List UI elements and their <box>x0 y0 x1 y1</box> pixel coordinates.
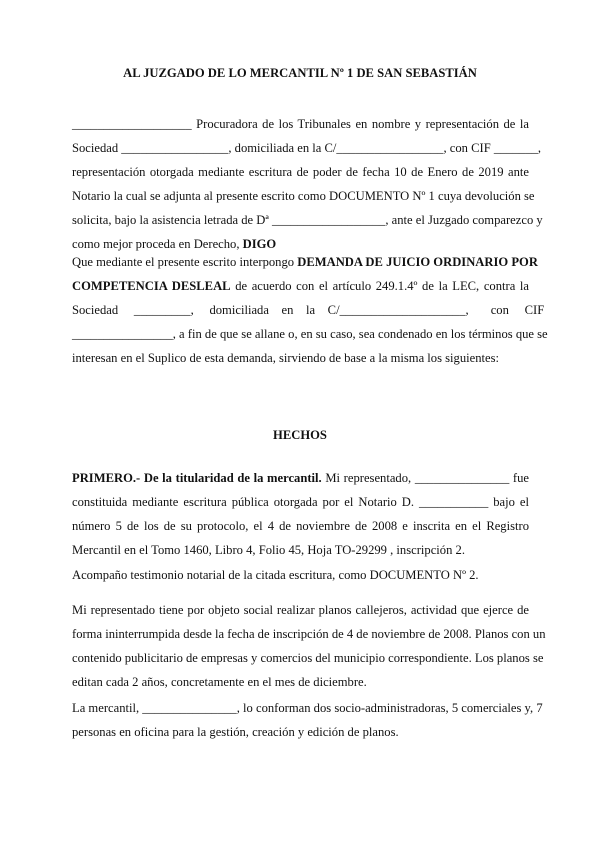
paragraph-objeto-social <box>72 598 546 694</box>
text-line <box>72 538 529 562</box>
bold-text: DEMANDA DE JUICIO ORDINARIO POR <box>297 255 538 269</box>
text-line <box>72 696 543 720</box>
text-line <box>72 622 546 646</box>
text-segment: representación otorgada mediante escritura de poder de fecha 10 de Enero de 2019 ante <box>72 165 529 179</box>
text-line <box>72 274 529 298</box>
text-line <box>72 720 529 744</box>
text-segment: Mercantil en el Tomo 1460, Libro 4, Folio 45, Hoja TO-29299 , inscripción 2. <box>72 543 465 557</box>
text-segment: Mi representado tiene por objeto social realizar planos callejeros, actividad que ejerce de <box>72 603 529 617</box>
text-line <box>72 598 529 622</box>
paragraph-acompano <box>72 563 529 587</box>
text-line <box>72 346 529 370</box>
text-line <box>72 646 544 670</box>
text-segment: Sociedad _________, domiciliada en la C/____________________, con CIF <box>72 303 545 317</box>
text-line <box>72 563 529 587</box>
text-segment: personas en oficina para la gestión, creación y edición de planos. <box>72 725 399 739</box>
text-segment: Acompaño testimonio notarial de la citada escritura, como DOCUMENTO Nº 2. <box>72 568 479 582</box>
paragraph-intro <box>72 112 543 256</box>
text-segment: Sociedad _________________, domiciliada en la C/_________________, con CIF _______, <box>72 141 542 155</box>
text-line <box>72 322 548 346</box>
document-title: AL JUZGADO DE LO MERCANTIL Nº 1 DE SAN SEBASTIÁN <box>123 66 477 80</box>
text-line <box>72 466 529 490</box>
text-line <box>72 184 535 208</box>
text-line <box>72 112 529 136</box>
text-segment: ________________, a fin de que se allane o, en su caso, sea condenado en los términos que se <box>72 327 548 341</box>
text-segment: forma ininterrumpida desde la fecha de inscripción de 4 de noviembre de 2008. Planos con un <box>72 627 546 641</box>
text-segment: editan cada 2 años, concretamente en el mes de diciembre. <box>72 675 367 689</box>
text-line <box>72 208 543 232</box>
text-segment: solicita, bajo la asistencia letrada de Dª __________________, ante el Juzgado comparezco y <box>72 213 543 227</box>
text-segment: ___________________ Procuradora de los Tribunales en nombre y representación de la <box>72 117 529 131</box>
text-segment: como mejor proceda en Derecho, <box>72 237 243 251</box>
text-segment: Notario la cual se adjunta al presente escrito como DOCUMENTO Nº 1 cuya devolución se <box>72 189 535 203</box>
text-segment: número 5 de los de su protocolo, el 4 de noviembre de 2008 e inscrita en el Registro <box>72 519 529 533</box>
text-segment: La mercantil, _______________, lo conforman dos socio-administradoras, 5 comerciales y, 7 <box>72 701 543 715</box>
bold-text: PRIMERO.- De la titularidad de la mercantil. <box>72 471 322 485</box>
bold-text: DIGO <box>242 237 277 251</box>
paragraph-demanda <box>72 250 548 370</box>
bold-text: COMPETENCIA DESLEAL <box>72 279 231 293</box>
text-segment: interesan en el Suplico de esta demanda, sirviendo de base a la misma los siguientes: <box>72 351 500 365</box>
text-segment: de acuerdo con el artículo 249.1.4º de la LEC, contra la <box>230 279 529 293</box>
text-line <box>72 670 529 694</box>
text-line <box>72 514 529 538</box>
text-line <box>72 490 529 514</box>
heading-hechos: HECHOS <box>273 428 327 442</box>
text-line <box>72 136 542 160</box>
text-segment: contenido publicitario de empresas y comercios del municipio correspondiente. Los planos se <box>72 651 544 665</box>
paragraph-la-mercantil <box>72 696 543 744</box>
text-line <box>72 160 529 184</box>
text-segment: Que mediante el presente escrito interpongo <box>72 255 298 269</box>
text-line <box>72 250 538 274</box>
text-line <box>72 298 545 322</box>
text-segment: Mi representado, _______________ fue <box>321 471 529 485</box>
text-segment: constituida mediante escritura pública otorgada por el Notario D. ___________ bajo el <box>72 495 529 509</box>
paragraph-primero <box>72 466 529 562</box>
